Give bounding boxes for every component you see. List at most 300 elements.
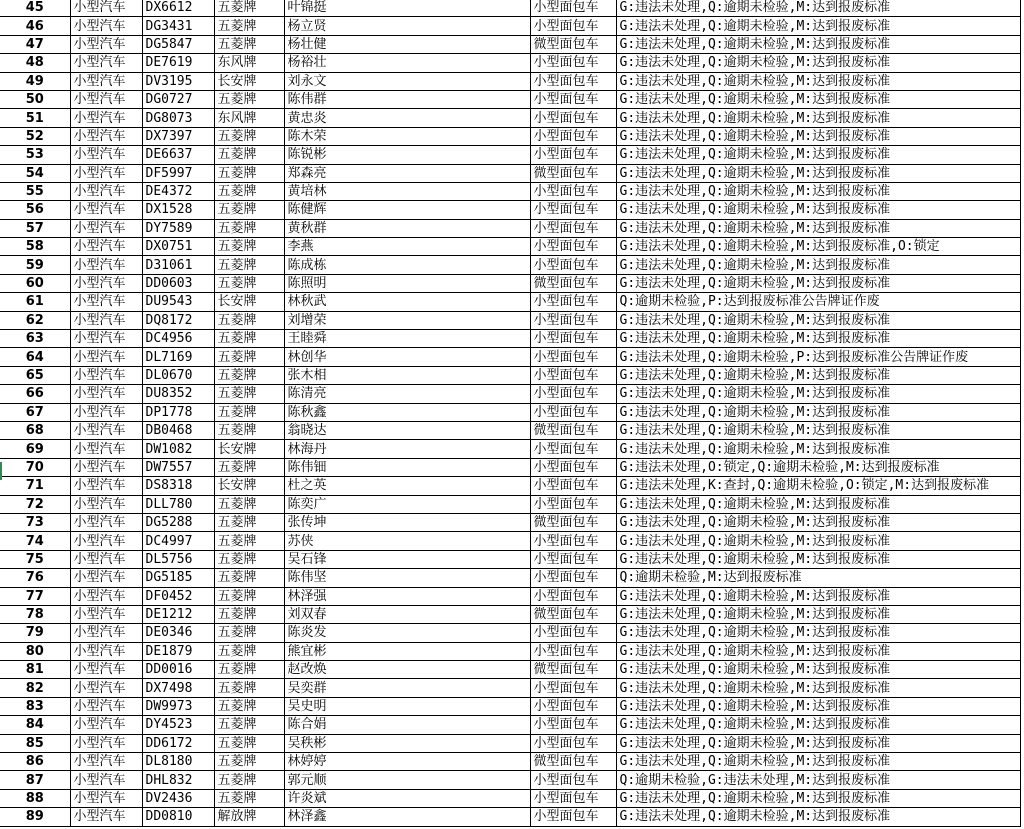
vehicle-model-cell[interactable]: 微型面包车 — [530, 753, 616, 771]
brand-cell[interactable]: 五菱牌 — [214, 642, 284, 660]
vehicle-type-cell[interactable]: 小型汽车 — [70, 605, 142, 623]
table-row[interactable] — [0, 550, 1020, 568]
owner-name-cell[interactable]: 熊宜彬 — [284, 642, 530, 660]
status-cell[interactable]: G:违法未处理,Q:逾期未检验,M:达到报废标准 — [616, 753, 1020, 771]
plate-number-cell[interactable]: DG0727 — [142, 90, 214, 108]
brand-cell[interactable]: 长安牌 — [214, 293, 284, 311]
status-cell[interactable]: G:违法未处理,Q:逾期未检验,M:达到报废标准 — [616, 164, 1020, 182]
table-row[interactable] — [0, 182, 1020, 200]
plate-number-cell[interactable]: DX0751 — [142, 238, 214, 256]
row-number[interactable]: 78 — [0, 605, 70, 623]
owner-name-cell[interactable]: 张传坤 — [284, 513, 530, 531]
status-cell[interactable]: G:违法未处理,Q:逾期未检验,M:达到报废标准 — [616, 440, 1020, 458]
row-number[interactable]: 74 — [0, 532, 70, 550]
vehicle-type-cell[interactable]: 小型汽车 — [70, 550, 142, 568]
row-number[interactable]: 86 — [0, 753, 70, 771]
row-number[interactable]: 84 — [0, 716, 70, 734]
vehicle-type-cell[interactable]: 小型汽车 — [70, 734, 142, 752]
vehicle-model-cell[interactable]: 小型面包车 — [530, 201, 616, 219]
plate-number-cell[interactable]: DG5185 — [142, 569, 214, 587]
plate-number-cell[interactable]: DHL832 — [142, 771, 214, 789]
status-cell[interactable]: G:违法未处理,Q:逾期未检验,M:达到报废标准 — [616, 403, 1020, 421]
vehicle-type-cell[interactable]: 小型汽车 — [70, 532, 142, 550]
vehicle-model-cell[interactable]: 小型面包车 — [530, 532, 616, 550]
row-number[interactable]: 87 — [0, 771, 70, 789]
status-cell[interactable]: G:违法未处理,Q:逾期未检验,P:达到报废标准公告牌证作废 — [616, 348, 1020, 366]
vehicle-type-cell[interactable]: 小型汽车 — [70, 238, 142, 256]
row-number[interactable]: 68 — [0, 421, 70, 439]
vehicle-model-cell[interactable]: 小型面包车 — [530, 238, 616, 256]
row-number[interactable]: 58 — [0, 238, 70, 256]
owner-name-cell[interactable]: 林泽强 — [284, 587, 530, 605]
brand-cell[interactable]: 五菱牌 — [214, 274, 284, 292]
owner-name-cell[interactable]: 吴奕群 — [284, 679, 530, 697]
vehicle-type-cell[interactable]: 小型汽车 — [70, 642, 142, 660]
row-number[interactable]: 80 — [0, 642, 70, 660]
plate-number-cell[interactable]: DP1778 — [142, 403, 214, 421]
vehicle-type-cell[interactable]: 小型汽车 — [70, 403, 142, 421]
vehicle-type-cell[interactable]: 小型汽车 — [70, 697, 142, 715]
table-row[interactable] — [0, 642, 1020, 660]
vehicle-model-cell[interactable]: 小型面包车 — [530, 219, 616, 237]
vehicle-type-cell[interactable]: 小型汽车 — [70, 146, 142, 164]
vehicle-type-cell[interactable]: 小型汽车 — [70, 789, 142, 807]
table-row[interactable] — [0, 0, 1020, 17]
vehicle-type-cell[interactable]: 小型汽车 — [70, 569, 142, 587]
vehicle-model-cell[interactable]: 小型面包车 — [530, 569, 616, 587]
vehicle-type-cell[interactable]: 小型汽车 — [70, 771, 142, 789]
vehicle-type-cell[interactable]: 小型汽车 — [70, 440, 142, 458]
owner-name-cell[interactable]: 陈伟群 — [284, 90, 530, 108]
status-cell[interactable]: G:违法未处理,Q:逾期未检验,M:达到报废标准 — [616, 808, 1020, 826]
table-row[interactable] — [0, 17, 1020, 35]
brand-cell[interactable]: 五菱牌 — [214, 716, 284, 734]
vehicle-type-cell[interactable]: 小型汽车 — [70, 330, 142, 348]
brand-cell[interactable]: 五菱牌 — [214, 385, 284, 403]
vehicle-model-cell[interactable]: 小型面包车 — [530, 550, 616, 568]
row-number[interactable]: 85 — [0, 734, 70, 752]
status-cell[interactable]: G:违法未处理,Q:逾期未检验,M:达到报废标准 — [616, 716, 1020, 734]
vehicle-model-cell[interactable]: 小型面包车 — [530, 54, 616, 72]
owner-name-cell[interactable]: 刘增荣 — [284, 311, 530, 329]
vehicle-type-cell[interactable]: 小型汽车 — [70, 256, 142, 274]
row-number[interactable]: 83 — [0, 697, 70, 715]
row-number[interactable]: 66 — [0, 385, 70, 403]
vehicle-type-cell[interactable]: 小型汽车 — [70, 35, 142, 53]
owner-name-cell[interactable]: 吴史明 — [284, 697, 530, 715]
owner-name-cell[interactable]: 陈秋鑫 — [284, 403, 530, 421]
vehicle-model-cell[interactable]: 小型面包车 — [530, 256, 616, 274]
vehicle-type-cell[interactable]: 小型汽车 — [70, 182, 142, 200]
brand-cell[interactable]: 五菱牌 — [214, 182, 284, 200]
status-cell[interactable]: G:违法未处理,K:查封,Q:逾期未检验,O:锁定,M:达到报废标准 — [616, 477, 1020, 495]
owner-name-cell[interactable]: 翁晓达 — [284, 421, 530, 439]
owner-name-cell[interactable]: 陈伟坚 — [284, 569, 530, 587]
row-number[interactable]: 56 — [0, 201, 70, 219]
brand-cell[interactable]: 五菱牌 — [214, 0, 284, 17]
vehicle-model-cell[interactable]: 小型面包车 — [530, 366, 616, 384]
status-cell[interactable]: Q:逾期未检验,G:违法未处理,M:达到报废标准 — [616, 771, 1020, 789]
owner-name-cell[interactable]: 陈锐彬 — [284, 146, 530, 164]
status-cell[interactable]: G:违法未处理,Q:逾期未检验,M:达到报废标准 — [616, 532, 1020, 550]
vehicle-type-cell[interactable]: 小型汽车 — [70, 624, 142, 642]
status-cell[interactable]: G:违法未处理,Q:逾期未检验,M:达到报废标准 — [616, 605, 1020, 623]
status-cell[interactable]: G:违法未处理,Q:逾期未检验,M:达到报废标准 — [616, 72, 1020, 90]
vehicle-model-cell[interactable]: 小型面包车 — [530, 789, 616, 807]
owner-name-cell[interactable]: 王睦舜 — [284, 330, 530, 348]
row-number[interactable]: 70 — [0, 458, 70, 476]
table-row[interactable] — [0, 477, 1020, 495]
status-cell[interactable]: G:违法未处理,Q:逾期未检验,M:达到报废标准 — [616, 679, 1020, 697]
owner-name-cell[interactable]: 刘永文 — [284, 72, 530, 90]
plate-number-cell[interactable]: DD0810 — [142, 808, 214, 826]
plate-number-cell[interactable]: DE4372 — [142, 182, 214, 200]
brand-cell[interactable]: 五菱牌 — [214, 734, 284, 752]
brand-cell[interactable]: 五菱牌 — [214, 17, 284, 35]
table-row[interactable] — [0, 661, 1020, 679]
row-number[interactable]: 88 — [0, 789, 70, 807]
row-number[interactable]: 63 — [0, 330, 70, 348]
vehicle-type-cell[interactable]: 小型汽车 — [70, 201, 142, 219]
owner-name-cell[interactable]: 黄秋群 — [284, 219, 530, 237]
vehicle-model-cell[interactable]: 小型面包车 — [530, 495, 616, 513]
vehicle-model-cell[interactable]: 微型面包车 — [530, 421, 616, 439]
brand-cell[interactable]: 五菱牌 — [214, 201, 284, 219]
table-row[interactable] — [0, 35, 1020, 53]
row-number[interactable]: 57 — [0, 219, 70, 237]
owner-name-cell[interactable]: 吴石锋 — [284, 550, 530, 568]
vehicle-model-cell[interactable]: 小型面包车 — [530, 127, 616, 145]
owner-name-cell[interactable]: 陈炎发 — [284, 624, 530, 642]
brand-cell[interactable]: 五菱牌 — [214, 330, 284, 348]
brand-cell[interactable]: 五菱牌 — [214, 458, 284, 476]
status-cell[interactable]: G:违法未处理,Q:逾期未检验,M:达到报废标准 — [616, 35, 1020, 53]
owner-name-cell[interactable]: 郑森亮 — [284, 164, 530, 182]
brand-cell[interactable]: 五菱牌 — [214, 697, 284, 715]
plate-number-cell[interactable]: DF0452 — [142, 587, 214, 605]
row-number[interactable]: 69 — [0, 440, 70, 458]
vehicle-model-cell[interactable]: 小型面包车 — [530, 734, 616, 752]
brand-cell[interactable]: 五菱牌 — [214, 219, 284, 237]
table-row[interactable] — [0, 753, 1020, 771]
brand-cell[interactable]: 长安牌 — [214, 440, 284, 458]
vehicle-model-cell[interactable]: 小型面包车 — [530, 440, 616, 458]
owner-name-cell[interactable]: 陈健辉 — [284, 201, 530, 219]
status-cell[interactable]: G:违法未处理,Q:逾期未检验,M:达到报废标准 — [616, 109, 1020, 127]
row-number[interactable]: 60 — [0, 274, 70, 292]
status-cell[interactable]: G:违法未处理,Q:逾期未检验,M:达到报废标准 — [616, 661, 1020, 679]
brand-cell[interactable]: 五菱牌 — [214, 513, 284, 531]
vehicle-type-cell[interactable]: 小型汽车 — [70, 109, 142, 127]
table-row[interactable] — [0, 385, 1020, 403]
owner-name-cell[interactable]: 黄培林 — [284, 182, 530, 200]
brand-cell[interactable]: 五菱牌 — [214, 771, 284, 789]
plate-number-cell[interactable]: DW7557 — [142, 458, 214, 476]
vehicle-model-cell[interactable]: 小型面包车 — [530, 17, 616, 35]
owner-name-cell[interactable]: 杨壮健 — [284, 35, 530, 53]
plate-number-cell[interactable]: DL0670 — [142, 366, 214, 384]
table-row[interactable] — [0, 274, 1020, 292]
vehicle-type-cell[interactable]: 小型汽车 — [70, 0, 142, 17]
brand-cell[interactable]: 五菱牌 — [214, 146, 284, 164]
status-cell[interactable]: G:违法未处理,Q:逾期未检验,M:达到报废标准 — [616, 90, 1020, 108]
plate-number-cell[interactable]: DX7397 — [142, 127, 214, 145]
status-cell[interactable]: G:违法未处理,Q:逾期未检验,M:达到报废标准 — [616, 182, 1020, 200]
vehicle-type-cell[interactable]: 小型汽车 — [70, 366, 142, 384]
brand-cell[interactable]: 五菱牌 — [214, 753, 284, 771]
vehicle-type-cell[interactable]: 小型汽车 — [70, 661, 142, 679]
vehicle-type-cell[interactable]: 小型汽车 — [70, 90, 142, 108]
brand-cell[interactable]: 五菱牌 — [214, 238, 284, 256]
plate-number-cell[interactable]: DL5756 — [142, 550, 214, 568]
table-row[interactable] — [0, 513, 1020, 531]
brand-cell[interactable]: 五菱牌 — [214, 366, 284, 384]
table-row[interactable] — [0, 679, 1020, 697]
status-cell[interactable]: G:违法未处理,Q:逾期未检验,M:达到报废标准 — [616, 17, 1020, 35]
plate-number-cell[interactable]: DE6637 — [142, 146, 214, 164]
vehicle-type-cell[interactable]: 小型汽车 — [70, 385, 142, 403]
vehicle-model-cell[interactable]: 小型面包车 — [530, 90, 616, 108]
status-cell[interactable]: G:违法未处理,Q:逾期未检验,M:达到报废标准 — [616, 256, 1020, 274]
plate-number-cell[interactable]: DD6172 — [142, 734, 214, 752]
plate-number-cell[interactable]: DD0603 — [142, 274, 214, 292]
table-row[interactable] — [0, 256, 1020, 274]
status-cell[interactable]: G:违法未处理,Q:逾期未检验,M:达到报废标准 — [616, 421, 1020, 439]
vehicle-type-cell[interactable]: 小型汽车 — [70, 72, 142, 90]
owner-name-cell[interactable]: 陈伟钿 — [284, 458, 530, 476]
status-cell[interactable]: Q:逾期未检验,P:达到报废标准公告牌证作废 — [616, 293, 1020, 311]
plate-number-cell[interactable]: DS8318 — [142, 477, 214, 495]
owner-name-cell[interactable]: 陈合娟 — [284, 716, 530, 734]
vehicle-type-cell[interactable]: 小型汽车 — [70, 421, 142, 439]
row-number[interactable]: 71 — [0, 477, 70, 495]
table-row[interactable] — [0, 624, 1020, 642]
vehicle-model-cell[interactable]: 微型面包车 — [530, 35, 616, 53]
plate-number-cell[interactable]: DE1212 — [142, 605, 214, 623]
vehicle-model-cell[interactable]: 小型面包车 — [530, 771, 616, 789]
plate-number-cell[interactable]: DC4956 — [142, 330, 214, 348]
owner-name-cell[interactable]: 杨立贤 — [284, 17, 530, 35]
table-row[interactable] — [0, 458, 1020, 476]
vehicle-type-cell[interactable]: 小型汽车 — [70, 219, 142, 237]
vehicle-type-cell[interactable]: 小型汽车 — [70, 17, 142, 35]
owner-name-cell[interactable]: 杨裕壮 — [284, 54, 530, 72]
vehicle-model-cell[interactable]: 小型面包车 — [530, 403, 616, 421]
brand-cell[interactable]: 五菱牌 — [214, 403, 284, 421]
plate-number-cell[interactable]: DX7498 — [142, 679, 214, 697]
table-row[interactable] — [0, 330, 1020, 348]
brand-cell[interactable]: 五菱牌 — [214, 679, 284, 697]
table-row[interactable] — [0, 716, 1020, 734]
status-cell[interactable]: G:违法未处理,Q:逾期未检验,M:达到报废标准 — [616, 146, 1020, 164]
table-row[interactable] — [0, 164, 1020, 182]
plate-number-cell[interactable]: DW9973 — [142, 697, 214, 715]
vehicle-type-cell[interactable]: 小型汽车 — [70, 293, 142, 311]
vehicle-model-cell[interactable]: 微型面包车 — [530, 513, 616, 531]
vehicle-model-cell[interactable]: 微型面包车 — [530, 661, 616, 679]
vehicle-type-cell[interactable]: 小型汽车 — [70, 587, 142, 605]
table-row[interactable] — [0, 146, 1020, 164]
status-cell[interactable]: G:违法未处理,Q:逾期未检验,M:达到报废标准 — [616, 385, 1020, 403]
vehicle-type-cell[interactable]: 小型汽车 — [70, 753, 142, 771]
owner-name-cell[interactable]: 陈奕广 — [284, 495, 530, 513]
vehicle-model-cell[interactable]: 小型面包车 — [530, 808, 616, 826]
row-number[interactable]: 61 — [0, 293, 70, 311]
vehicle-type-cell[interactable]: 小型汽车 — [70, 808, 142, 826]
plate-number-cell[interactable]: DL8180 — [142, 753, 214, 771]
plate-number-cell[interactable]: DU9543 — [142, 293, 214, 311]
owner-name-cell[interactable]: 郭元顺 — [284, 771, 530, 789]
vehicle-model-cell[interactable]: 小型面包车 — [530, 458, 616, 476]
table-row[interactable] — [0, 219, 1020, 237]
plate-number-cell[interactable]: DC4997 — [142, 532, 214, 550]
status-cell[interactable]: G:违法未处理,Q:逾期未检验,M:达到报废标准 — [616, 311, 1020, 329]
status-cell[interactable]: G:违法未处理,Q:逾期未检验,M:达到报废标准 — [616, 513, 1020, 531]
vehicle-model-cell[interactable]: 小型面包车 — [530, 642, 616, 660]
status-cell[interactable]: G:违法未处理,Q:逾期未检验,M:达到报废标准 — [616, 274, 1020, 292]
owner-name-cell[interactable]: 吴秩彬 — [284, 734, 530, 752]
plate-number-cell[interactable]: DU8352 — [142, 385, 214, 403]
plate-number-cell[interactable]: DLL780 — [142, 495, 214, 513]
table-row[interactable] — [0, 90, 1020, 108]
plate-number-cell[interactable]: DB0468 — [142, 421, 214, 439]
vehicle-type-cell[interactable]: 小型汽车 — [70, 495, 142, 513]
brand-cell[interactable]: 五菱牌 — [214, 532, 284, 550]
row-number[interactable]: 64 — [0, 348, 70, 366]
vehicle-model-cell[interactable]: 微型面包车 — [530, 274, 616, 292]
brand-cell[interactable]: 五菱牌 — [214, 495, 284, 513]
owner-name-cell[interactable]: 李燕 — [284, 238, 530, 256]
vehicle-model-cell[interactable]: 小型面包车 — [530, 182, 616, 200]
vehicle-model-cell[interactable]: 微型面包车 — [530, 605, 616, 623]
table-row[interactable] — [0, 366, 1020, 384]
row-number[interactable]: 46 — [0, 17, 70, 35]
status-cell[interactable]: G:违法未处理,Q:逾期未检验,M:达到报废标准 — [616, 495, 1020, 513]
row-number[interactable]: 75 — [0, 550, 70, 568]
brand-cell[interactable]: 五菱牌 — [214, 605, 284, 623]
table-row[interactable] — [0, 495, 1020, 513]
brand-cell[interactable]: 长安牌 — [214, 72, 284, 90]
vehicle-model-cell[interactable]: 微型面包车 — [530, 164, 616, 182]
table-row[interactable] — [0, 532, 1020, 550]
plate-number-cell[interactable]: DL7169 — [142, 348, 214, 366]
vehicle-type-cell[interactable]: 小型汽车 — [70, 127, 142, 145]
status-cell[interactable]: G:违法未处理,Q:逾期未检验,M:达到报废标准 — [616, 366, 1020, 384]
row-number[interactable]: 49 — [0, 72, 70, 90]
plate-number-cell[interactable]: DQ8172 — [142, 311, 214, 329]
table-row[interactable] — [0, 789, 1020, 807]
vehicle-model-cell[interactable]: 小型面包车 — [530, 330, 616, 348]
brand-cell[interactable]: 五菱牌 — [214, 90, 284, 108]
vehicle-model-cell[interactable]: 小型面包车 — [530, 72, 616, 90]
vehicle-type-cell[interactable]: 小型汽车 — [70, 348, 142, 366]
table-row[interactable] — [0, 569, 1020, 587]
owner-name-cell[interactable]: 赵改焕 — [284, 661, 530, 679]
vehicle-model-cell[interactable]: 小型面包车 — [530, 477, 616, 495]
plate-number-cell[interactable]: DV3195 — [142, 72, 214, 90]
owner-name-cell[interactable]: 林秋武 — [284, 293, 530, 311]
vehicle-type-cell[interactable]: 小型汽车 — [70, 54, 142, 72]
row-number[interactable]: 81 — [0, 661, 70, 679]
table-row[interactable] — [0, 808, 1020, 826]
owner-name-cell[interactable]: 苏侠 — [284, 532, 530, 550]
table-row[interactable] — [0, 72, 1020, 90]
owner-name-cell[interactable]: 杜之英 — [284, 477, 530, 495]
vehicle-model-cell[interactable]: 小型面包车 — [530, 385, 616, 403]
owner-name-cell[interactable]: 刘双春 — [284, 605, 530, 623]
status-cell[interactable]: G:违法未处理,Q:逾期未检验,M:达到报废标准 — [616, 54, 1020, 72]
status-cell[interactable]: G:违法未处理,O:锁定,Q:逾期未检验,M:达到报废标准 — [616, 458, 1020, 476]
brand-cell[interactable]: 五菱牌 — [214, 421, 284, 439]
plate-number-cell[interactable]: DX1528 — [142, 201, 214, 219]
vehicle-model-cell[interactable]: 小型面包车 — [530, 311, 616, 329]
table-row[interactable] — [0, 127, 1020, 145]
vehicle-type-cell[interactable]: 小型汽车 — [70, 458, 142, 476]
owner-name-cell[interactable]: 叶锦挺 — [284, 0, 530, 17]
vehicle-model-cell[interactable]: 小型面包车 — [530, 624, 616, 642]
plate-number-cell[interactable]: DX6612 — [142, 0, 214, 17]
row-number[interactable]: 53 — [0, 146, 70, 164]
row-number[interactable]: 55 — [0, 182, 70, 200]
table-row[interactable] — [0, 587, 1020, 605]
row-number[interactable]: 89 — [0, 808, 70, 826]
table-row[interactable] — [0, 54, 1020, 72]
status-cell[interactable]: G:违法未处理,Q:逾期未检验,M:达到报废标准 — [616, 127, 1020, 145]
vehicle-type-cell[interactable]: 小型汽车 — [70, 311, 142, 329]
vehicle-model-cell[interactable]: 小型面包车 — [530, 146, 616, 164]
plate-number-cell[interactable]: DG5847 — [142, 35, 214, 53]
status-cell[interactable]: G:违法未处理,Q:逾期未检验,M:达到报废标准 — [616, 0, 1020, 17]
table-row[interactable] — [0, 293, 1020, 311]
owner-name-cell[interactable]: 林泽鑫 — [284, 808, 530, 826]
plate-number-cell[interactable]: DY7589 — [142, 219, 214, 237]
row-number[interactable]: 76 — [0, 569, 70, 587]
row-number[interactable]: 59 — [0, 256, 70, 274]
row-number[interactable]: 47 — [0, 35, 70, 53]
row-number[interactable]: 48 — [0, 54, 70, 72]
owner-name-cell[interactable]: 林海丹 — [284, 440, 530, 458]
plate-number-cell[interactable]: DY4523 — [142, 716, 214, 734]
owner-name-cell[interactable]: 林婷婷 — [284, 753, 530, 771]
table-row[interactable] — [0, 421, 1020, 439]
status-cell[interactable]: G:违法未处理,Q:逾期未检验,M:达到报废标准 — [616, 624, 1020, 642]
vehicle-type-cell[interactable]: 小型汽车 — [70, 679, 142, 697]
table-row[interactable] — [0, 440, 1020, 458]
vehicle-model-cell[interactable]: 小型面包车 — [530, 679, 616, 697]
vehicle-type-cell[interactable]: 小型汽车 — [70, 477, 142, 495]
vehicle-type-cell[interactable]: 小型汽车 — [70, 164, 142, 182]
plate-number-cell[interactable]: DG5288 — [142, 513, 214, 531]
brand-cell[interactable]: 五菱牌 — [214, 789, 284, 807]
table-row[interactable] — [0, 238, 1020, 256]
brand-cell[interactable]: 五菱牌 — [214, 587, 284, 605]
vehicle-model-cell[interactable]: 小型面包车 — [530, 109, 616, 127]
owner-name-cell[interactable]: 陈清亮 — [284, 385, 530, 403]
brand-cell[interactable]: 五菱牌 — [214, 127, 284, 145]
row-number[interactable]: 72 — [0, 495, 70, 513]
vehicle-type-cell[interactable]: 小型汽车 — [70, 274, 142, 292]
brand-cell[interactable]: 五菱牌 — [214, 256, 284, 274]
status-cell[interactable]: G:违法未处理,Q:逾期未检验,M:达到报废标准 — [616, 642, 1020, 660]
status-cell[interactable]: G:违法未处理,Q:逾期未检验,M:达到报废标准 — [616, 219, 1020, 237]
status-cell[interactable]: G:违法未处理,Q:逾期未检验,M:达到报废标准 — [616, 330, 1020, 348]
table-row[interactable] — [0, 734, 1020, 752]
brand-cell[interactable]: 五菱牌 — [214, 35, 284, 53]
vehicle-model-cell[interactable]: 小型面包车 — [530, 293, 616, 311]
brand-cell[interactable]: 五菱牌 — [214, 661, 284, 679]
plate-number-cell[interactable]: DW1082 — [142, 440, 214, 458]
owner-name-cell[interactable]: 许炎斌 — [284, 789, 530, 807]
